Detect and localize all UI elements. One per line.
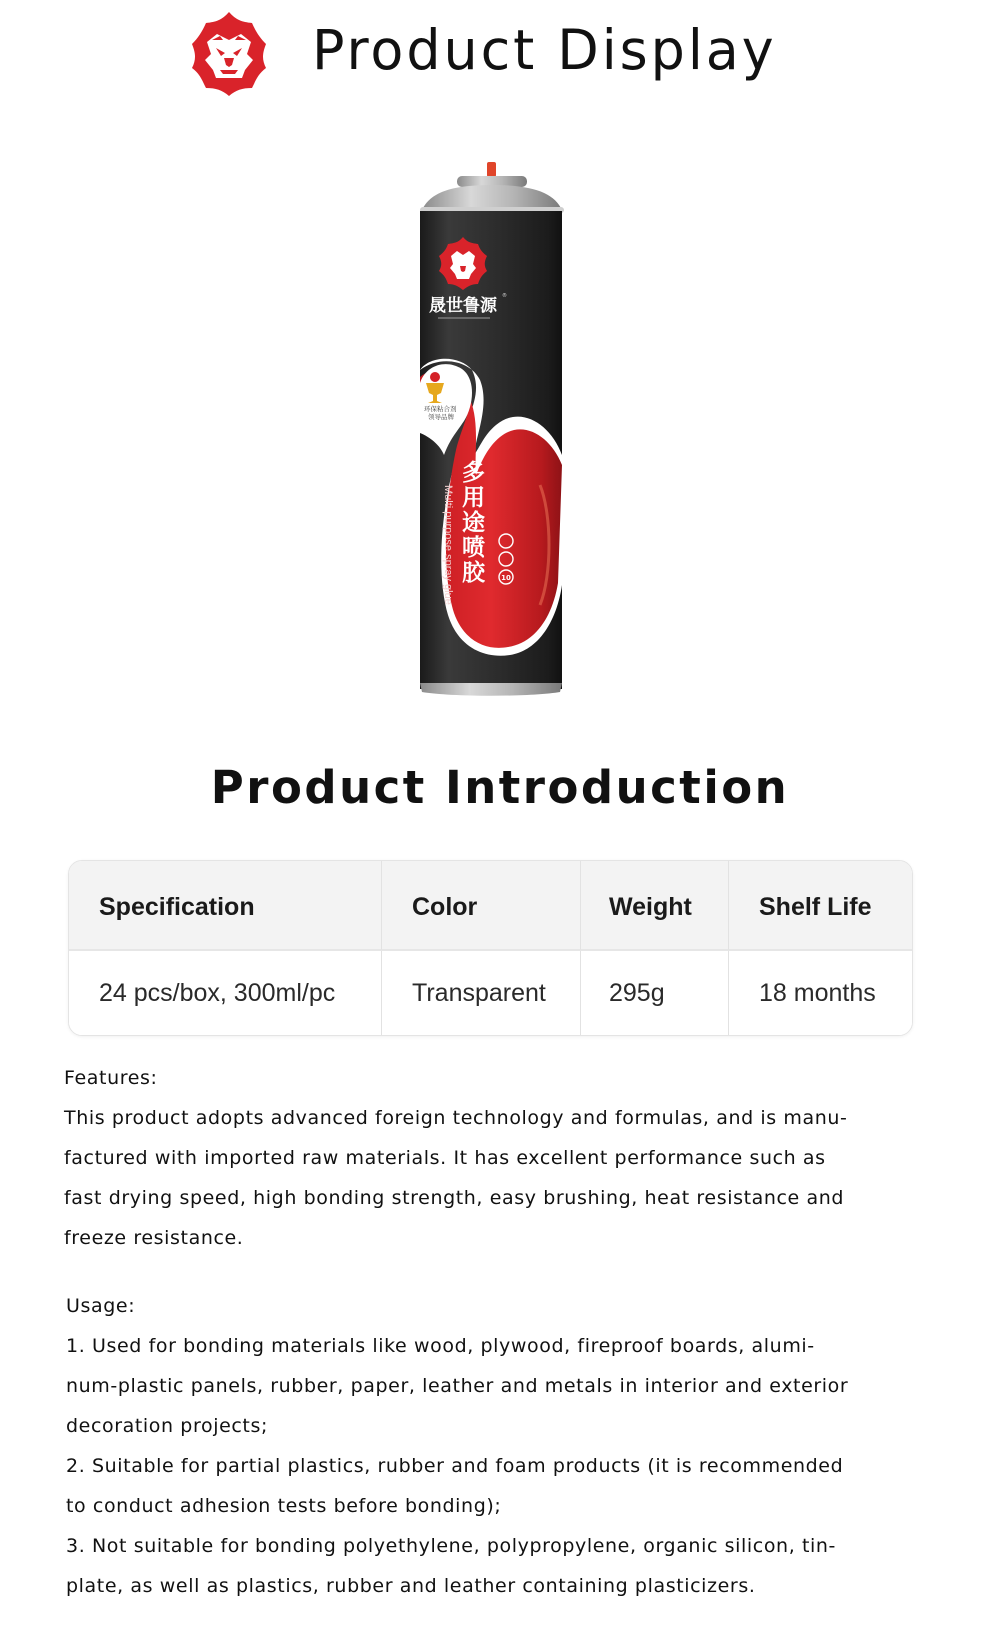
table-cell-color: Transparent [382,951,581,1035]
page-title: Product Display [312,18,777,82]
spec-table [68,860,913,1036]
svg-text:环保粘合剂: 环保粘合剂 [424,405,457,413]
usage-line: 3. Not suitable for bonding polyethylene, polypropylene, organic silicon, tin- [66,1535,836,1557]
usage-line: 1. Used for bonding materials like wood, plywood, fireproof boards, alumi- [66,1335,815,1357]
table-cell-shelf-life: 18 months [729,951,912,1035]
features-line: freeze resistance. [64,1227,244,1249]
table-header-specification: Specification [69,861,382,951]
table-header-shelf-life: Shelf Life [729,861,912,951]
features-section [64,1058,944,1258]
lion-head-logo-icon [190,10,268,98]
svg-text:途: 途 [462,510,485,536]
product-image-spray-can [400,155,580,700]
usage-line: decoration projects; [66,1415,268,1437]
usage-line: num-plastic panels, rubber, paper, leather and metals in interior and exterior [66,1375,849,1397]
svg-text:晟世鲁源: 晟世鲁源 [429,296,497,316]
table-cell-specification: 24 pcs/box, 300ml/pc [69,951,382,1035]
features-line: factured with imported raw materials. It has excellent performance such as [64,1147,826,1169]
svg-text:喷: 喷 [462,535,485,561]
table-header-color: Color [382,861,581,951]
usage-label: Usage: [66,1295,136,1317]
features-line: fast drying speed, high bonding strength, easy brushing, heat resistance and [64,1187,845,1209]
usage-line: plate, as well as plastics, rubber and leather containing plasticizers. [66,1575,756,1597]
usage-line: to conduct adhesion tests before bonding); [66,1495,502,1517]
svg-text:10: 10 [501,574,511,582]
svg-text:Multi purpose spray glue: Multi purpose spray glue [442,485,454,605]
section-title-product-introduction: Product Introduction [210,761,790,814]
table-cell-weight: 295g [581,951,729,1035]
svg-text:多: 多 [462,460,485,486]
svg-text:胶: 胶 [462,560,485,586]
features-label: Features: [64,1067,158,1089]
features-line: This product adopts advanced foreign technology and formulas, and is manu- [64,1107,848,1129]
svg-text:领导品牌: 领导品牌 [428,413,454,421]
table-header-weight: Weight [581,861,729,951]
usage-line: 2. Suitable for partial plastics, rubber and foam products (it is recommended [66,1455,844,1477]
brand-logo [190,10,268,98]
svg-text:用: 用 [462,485,485,511]
usage-section [66,1286,946,1606]
svg-text:®: ® [502,293,507,299]
